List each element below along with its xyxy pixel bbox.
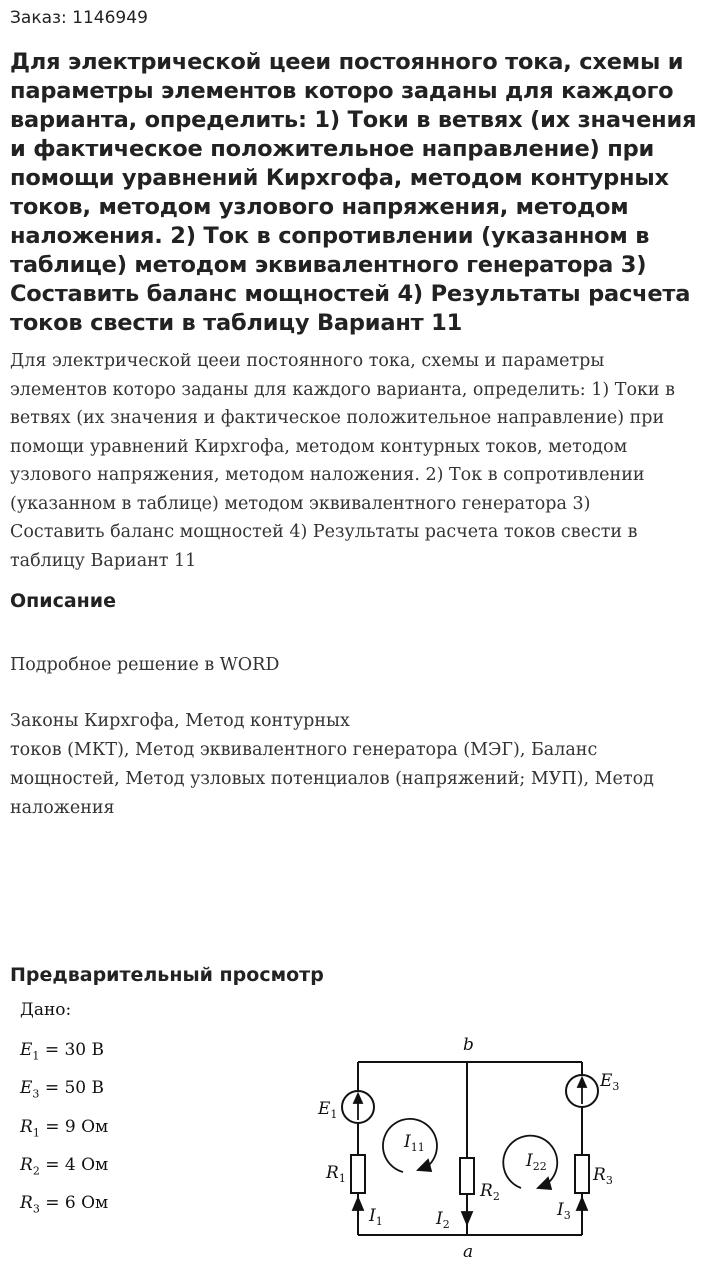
i11-arrowhead	[418, 1160, 431, 1171]
e1-label: $E_1$	[318, 1099, 338, 1121]
i2-arrowhead	[462, 1212, 472, 1224]
preview-heading: Предварительный просмотр	[10, 964, 324, 986]
order-number: Заказ: 1146949	[10, 8, 148, 28]
param-e1: $E_1 = 30$ В	[20, 1040, 105, 1063]
description-heading: Описание	[10, 590, 117, 612]
i22-arrowhead	[538, 1178, 551, 1189]
i3-label: $I_3$	[557, 1200, 571, 1222]
methods-line1: Законы Кирхгофа, Метод контурных	[10, 711, 350, 731]
r1-label: $R_1$	[326, 1163, 346, 1185]
node-a-label: a	[463, 1242, 474, 1262]
circuit-diagram	[300, 1030, 640, 1272]
e3-arrowhead	[578, 1078, 586, 1087]
resistor-r1-symbol	[351, 1155, 365, 1193]
node-b-label: b	[463, 1035, 474, 1055]
param-e3: $E_3 = 50$ В	[20, 1078, 105, 1101]
param-r2: $R_2 = 4$ Ом	[20, 1155, 109, 1178]
page-title: Для электрической цееи постоянного тока, схемы и параметры элементов которо заданы для каждого варианта, определить: 1) Токи в ветвях (их значения и фактическое положительное направление) при помощи уравнений Кирхгофа, методом контурных токов, методом узлового напряжения, методом наложения. 2) Ток в сопротивлении (указанном в таблице) методом эквивалентного генератора 3) Составить баланс мощностей 4) Результаты расчета токов свести в таблицу Вариант 11	[10, 49, 697, 336]
methods-rest: токов (МКТ), Метод эквивалентного генератора (МЭГ), Баланс мощностей, Метод узловых потенциалов (напряжений; МУП), Метод наложения	[10, 740, 654, 818]
r2-label: $R_2$	[480, 1181, 500, 1203]
given-label: Дано:	[20, 1000, 72, 1020]
param-r3: $R_3 = 6$ Ом	[20, 1193, 109, 1216]
e3-label: $E_3$	[600, 1071, 620, 1093]
i2-label: $I_2$	[436, 1209, 450, 1231]
e1-arrowhead	[354, 1094, 362, 1103]
i3-arrowhead	[577, 1198, 587, 1210]
resistor-r3-symbol	[575, 1155, 589, 1193]
i22-label: $I_{22}$	[526, 1151, 547, 1173]
param-r1: $R_1 = 9$ Ом	[20, 1117, 109, 1140]
description-paragraph-word: Подробное решение в WORD	[10, 655, 280, 675]
resistor-r2-symbol	[460, 1158, 474, 1194]
description-paragraph-methods	[10, 707, 690, 823]
i11-label: $I_{11}$	[404, 1132, 425, 1154]
description-text: Для электрической цееи постоянного тока, схемы и параметры элементов которо заданы для каждого варианта, определить: 1) Токи в ветвях (их значения и фактическое положительное направление) при помощи уравнений Кирхгофа, методом контурных токов, методом узлового напряжения, методом наложения. 2) Ток в сопротивлении (указанном в таблице) методом эквивалентного генератора 3) Составить баланс мощностей 4) Результаты расчета токов свести в таблицу Вариант 11	[10, 351, 675, 571]
i1-label: $I_1$	[369, 1206, 383, 1228]
i1-arrowhead	[353, 1198, 363, 1210]
r3-label: $R_3$	[593, 1165, 613, 1187]
